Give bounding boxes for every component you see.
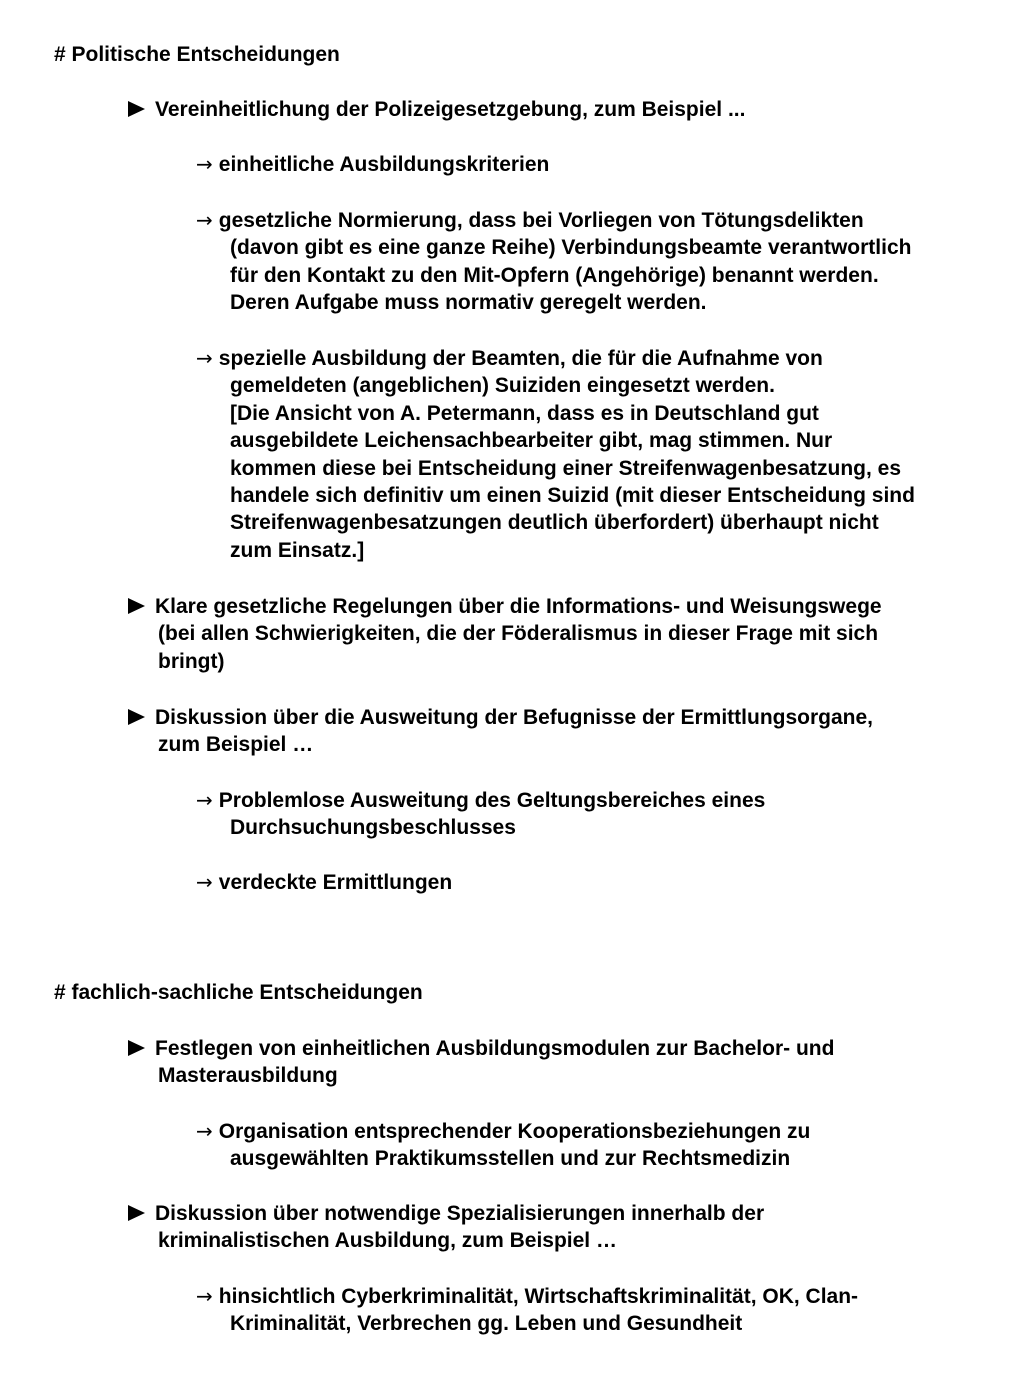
sub-bullet-item — [196, 1283, 858, 1338]
arrow-icon: → — [196, 152, 213, 176]
bullet-text: Vereinheitlichung der Polizeigesetzgebung, zum Beispiel ... — [155, 98, 746, 121]
bullet-item — [128, 593, 882, 675]
sub-bullet-text: Kriminalität, Verbrechen gg. Leben und Gesundheit — [230, 1312, 743, 1336]
sub-bullet-text: kommen diese bei Entscheidung einer Streifenwagenbesatzung, es — [230, 456, 902, 480]
arrow-icon: → — [196, 346, 213, 370]
sub-bullet-text: hinsichtlich Cyberkriminalität, Wirtschaftskriminalität, OK, Clan- — [218, 1285, 859, 1308]
sub-bullet-text: Streifenwagenbesatzungen deutlich überfordert) überhaupt nicht — [230, 511, 879, 535]
sub-bullet-item — [196, 151, 549, 178]
arrow-icon: → — [196, 208, 213, 232]
sub-bullet-text: Organisation entsprechender Kooperationsbeziehungen zu — [218, 1120, 811, 1143]
sub-bullet-text: ausgebildete Leichensachbearbeiter gibt, mag stimmen. Nur — [230, 429, 833, 453]
sub-bullet-text: einheitliche Ausbildungskriterien — [218, 153, 550, 176]
sub-bullet-item — [196, 207, 911, 317]
sub-bullet-text: für den Kontakt zu den Mit-Opfern (Angehörige) benannt werden. — [230, 263, 879, 287]
bullet-text: kriminalistischen Ausbildung, zum Beispiel … — [158, 1229, 617, 1253]
bullet-text: Festlegen von einheitlichen Ausbildungsmodulen zur Bachelor- und — [155, 1037, 835, 1060]
sub-bullet-text: (davon gibt es eine ganze Reihe) Verbindungsbeamte verantwortlich — [230, 236, 912, 260]
arrow-icon: → — [196, 1284, 213, 1308]
bullet-text: (bei allen Schwierigkeiten, die der Föderalismus in dieser Frage mit sich — [158, 622, 879, 646]
sub-bullet-text: zum Einsatz.] — [230, 538, 365, 562]
sub-bullet-text: [Die Ansicht von A. Petermann, dass es in Deutschland gut — [230, 401, 819, 425]
arrow-icon: → — [196, 870, 213, 894]
bullet-text: Masterausbildung — [158, 1064, 338, 1088]
sub-bullet-text: verdeckte Ermittlungen — [218, 871, 453, 894]
bullet-text: Diskussion über die Ausweitung der Befugnisse der Ermittlungsorgane, — [155, 706, 874, 729]
sub-bullet-text: gesetzliche Normierung, dass bei Vorliegen von Tötungsdelikten — [218, 209, 864, 232]
bullet-item — [128, 1200, 764, 1255]
bullet-triangle-icon — [128, 1040, 145, 1056]
arrow-icon: → — [196, 1119, 213, 1143]
sub-bullet-text: Problemlose Ausweitung des Geltungsbereiches eines — [218, 789, 766, 812]
sub-bullet-item — [196, 345, 915, 564]
sub-bullet-item — [196, 869, 452, 896]
bullet-triangle-icon — [128, 101, 145, 117]
sub-bullet-text: handele sich definitiv um einen Suizid (mit dieser Entscheidung sind — [230, 484, 915, 508]
heading-text: # fachlich-sachliche Entscheidungen — [54, 981, 423, 1004]
sub-bullet-text: ausgewählten Praktikumsstellen und zur Rechtsmedizin — [230, 1147, 791, 1171]
section-heading-politische — [54, 41, 340, 68]
sub-bullet-text: Durchsuchungsbeschlusses — [230, 816, 516, 840]
bullet-triangle-icon — [128, 1205, 145, 1221]
bullet-item — [128, 704, 873, 759]
bullet-text: zum Beispiel … — [158, 733, 314, 757]
section-heading-fachlich — [54, 979, 423, 1006]
bullet-triangle-icon — [128, 709, 145, 725]
bullet-text: Diskussion über notwendige Spezialisierungen innerhalb der — [155, 1202, 765, 1225]
sub-bullet-item — [196, 1118, 810, 1173]
bullet-text: bringt) — [158, 649, 225, 673]
sub-bullet-text: spezielle Ausbildung der Beamten, die für die Aufnahme von — [218, 347, 823, 370]
bullet-item — [128, 96, 745, 123]
sub-bullet-item — [196, 787, 765, 842]
bullet-triangle-icon — [128, 598, 145, 614]
arrow-icon: → — [196, 788, 213, 812]
sub-bullet-text: gemeldeten (angeblichen) Suiziden eingesetzt werden. — [230, 374, 775, 398]
bullet-text: Klare gesetzliche Regelungen über die Informations- und Weisungswege — [155, 595, 882, 618]
sub-bullet-text: Deren Aufgabe muss normativ geregelt werden. — [230, 291, 707, 315]
bullet-item — [128, 1035, 834, 1090]
heading-text: # Politische Entscheidungen — [54, 43, 340, 66]
